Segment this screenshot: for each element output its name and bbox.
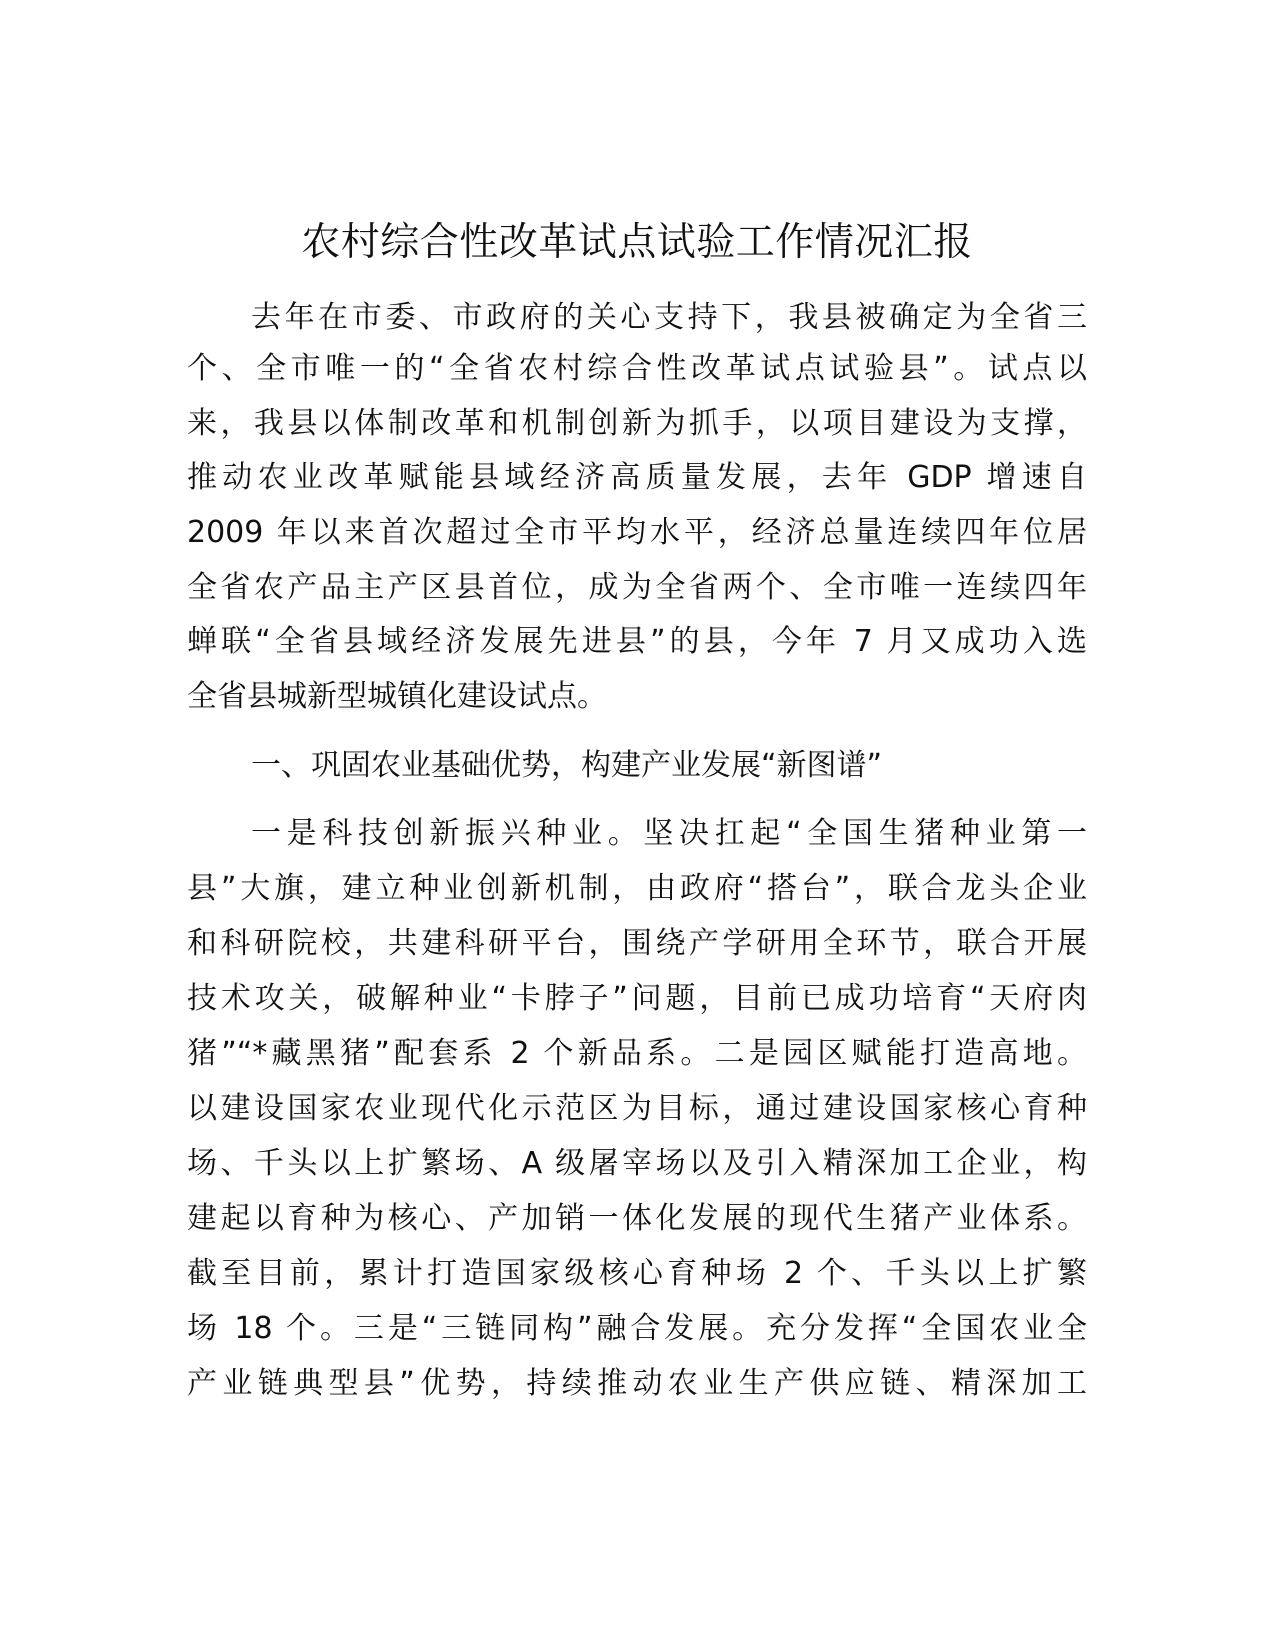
paragraph-line: 2009 年以来首次超过全市平均水平，经济总量连续四年位居 bbox=[187, 515, 1087, 550]
paragraph-line: 一是科技创新振兴种业。坚决扛起“全国生猪种业第一 bbox=[251, 816, 1087, 851]
paragraph-line: 建起以育种为核心、产加销一体化发展的现代生猪产业体系。 bbox=[187, 1201, 1087, 1236]
paragraph-line: 全省县城新型城镇化建设试点。 bbox=[187, 679, 607, 714]
paragraph-line: 场 18 个。三是“三链同构”融合发展。充分发挥“全国农业全 bbox=[187, 1311, 1087, 1346]
paragraph-line: 个、全市唯一的“全省农村综合性改革试点试验县”。试点以 bbox=[187, 351, 1087, 386]
paragraph-line: 猪”“*藏黑猪”配套系 2 个新品系。二是园区赋能打造高地。 bbox=[187, 1036, 1087, 1071]
paragraph-line: 截至目前，累计打造国家级核心育种场 2 个、千头以上扩繁 bbox=[187, 1256, 1087, 1291]
paragraph-line: 场、千头以上扩繁场、A 级屠宰场以及引入精深加工企业，构 bbox=[187, 1146, 1087, 1181]
document-title: 农村综合性改革试点试验工作情况汇报 bbox=[301, 220, 973, 265]
paragraph-line: 以建设国家农业现代化示范区为目标，通过建设国家核心育种 bbox=[187, 1091, 1087, 1126]
paragraph-line: 技术攻关，破解种业“卡脖子”问题，目前已成功培育“天府肉 bbox=[187, 981, 1087, 1016]
paragraph-line: 全省农产品主产区县首位，成为全省两个、全市唯一连续四年 bbox=[187, 570, 1087, 605]
paragraph-line: 蝉联“全省县域经济发展先进县”的县，今年 7 月又成功入选 bbox=[187, 624, 1087, 659]
section-heading: 一、巩固农业基础优势，构建产业发展“新图谱” bbox=[251, 748, 883, 783]
paragraph-line: 推动农业改革赋能县域经济高质量发展，去年 GDP 增速自 bbox=[187, 460, 1087, 495]
paragraph-line: 产业链典型县”优势，持续推动农业生产供应链、精深加工 bbox=[187, 1366, 1087, 1401]
paragraph-line: 去年在市委、市政府的关心支持下，我县被确定为全省三 bbox=[251, 300, 1087, 335]
paragraph-line: 县”大旗，建立种业创新机制，由政府“搭台”，联合龙头企业 bbox=[187, 871, 1087, 906]
paragraph-line: 来，我县以体制改革和机制创新为抓手，以项目建设为支撑， bbox=[187, 406, 1087, 441]
paragraph-line: 和科研院校，共建科研平台，围绕产学研用全环节，联合开展 bbox=[187, 926, 1087, 961]
